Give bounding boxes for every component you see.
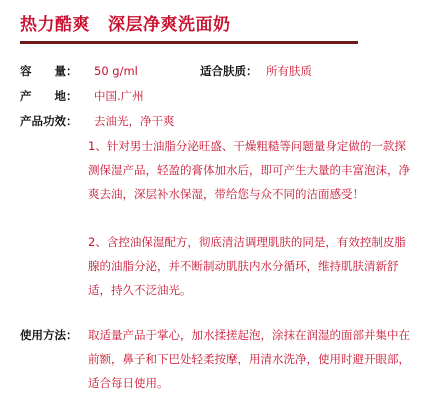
product-title: [20, 12, 231, 38]
usage-label: 使用方法：: [20, 328, 78, 342]
origin-value: 中国.广州: [94, 89, 144, 103]
origin-label: 产 地：: [20, 89, 78, 103]
title-part-2: 深层净爽洗面奶: [108, 15, 231, 35]
title-part-1: 热力酷爽: [20, 15, 90, 35]
skin-type-value: 所有肤质: [266, 64, 312, 78]
capacity-value: 50 g/ml: [94, 64, 138, 78]
effect-paragraph-2: 2、含控油保湿配方，彻底清洁调理肌肤的同是，有效控制皮脂腺的油脂分泌，并不断制动肌肤内水分循环，维持肌肤清新舒适，持久不泛油光。: [88, 235, 406, 297]
effect-value: 去油光，净干爽: [94, 114, 175, 128]
title-underline: [20, 41, 358, 44]
skin-type-label: 适合肤质：: [200, 64, 258, 78]
effect-label: 产品功效：: [20, 114, 78, 128]
title-bar: [20, 10, 360, 46]
usage-text: 取适量产品于掌心，加水揉搓起泡，涂抹在润湿的面部并集中在前额，鼻子和下巴处轻柔按摩，用清水洗净，使用时避开眼部，适合每日使用。: [88, 328, 410, 390]
effect-paragraph-1: 1、针对男士油脂分泌旺盛、干燥粗糙等问题量身定做的一款探测保湿产品，轻盈的膏体加水后，即可产生大量的丰富泡沫，净爽去油，深层补水保湿，带给您与众不同的洁面感受！: [88, 139, 410, 201]
capacity-label: 容 量：: [20, 64, 78, 78]
